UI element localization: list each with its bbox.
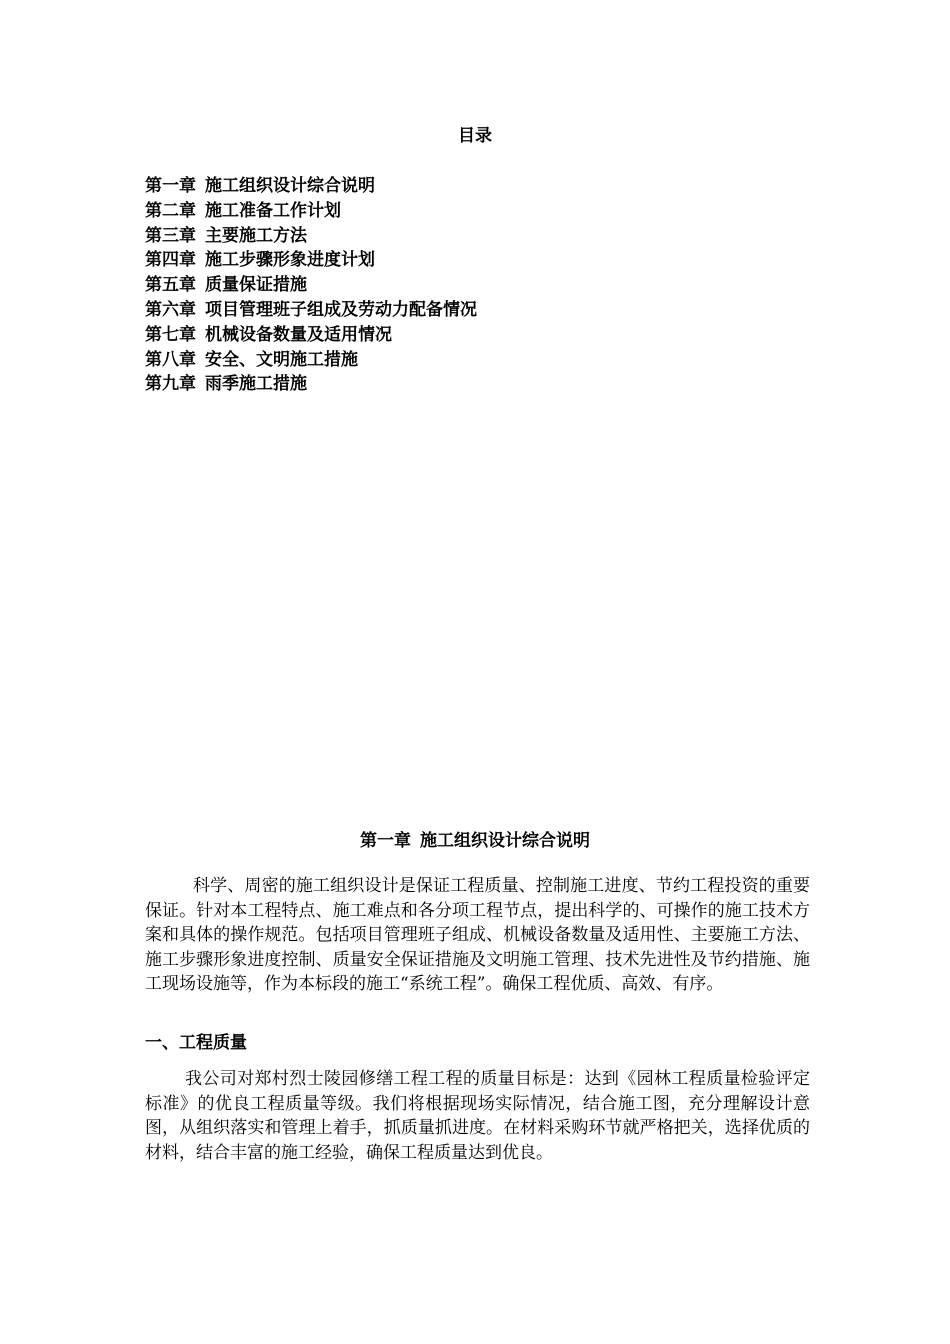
toc-item-chapter-7[interactable]: [145, 323, 477, 348]
toc-item-number: 第五章: [145, 275, 196, 296]
toc-item-number: 第三章: [145, 225, 196, 246]
chapter-name: 施工组织设计综合说明: [420, 831, 590, 851]
chapter-title: [0, 829, 950, 853]
toc-item-chapter-9[interactable]: [145, 372, 477, 397]
toc-item-label: 施工准备工作计划: [205, 200, 341, 221]
toc-list: [145, 174, 477, 397]
toc-item-number: 第九章: [145, 374, 196, 395]
toc-item-label: 施工组织设计综合说明: [205, 176, 375, 196]
toc-item-label: 机械设备数量及适用情况: [205, 324, 392, 345]
toc-item-chapter-3[interactable]: [145, 224, 477, 249]
quality-paragraph: 我公司对郑村烈士陵园修缮工程工程的质量目标是：达到《园林工程质量检验评定标准》的优良工程质量等级。我们将根据现场实际情况，结合施工图，充分理解设计意图，从组织落实和管理上着手，抓质量抓进度。在材料采购环节就严格把关，选择优质的材料，结合丰富的施工经验，确保工程质量达到优良。: [145, 1069, 810, 1163]
toc-item-number: 第七章: [145, 324, 196, 345]
toc-item-number: 第六章: [145, 299, 196, 320]
toc-item-label: 主要施工方法: [205, 225, 307, 246]
toc-item-number: 第四章: [145, 250, 196, 271]
toc-item-chapter-8[interactable]: [145, 348, 477, 373]
toc-item-chapter-1[interactable]: [145, 174, 477, 199]
toc-item-chapter-4[interactable]: [145, 248, 477, 273]
toc-item-label: 安全、文明施工措施: [205, 349, 358, 370]
toc-item-chapter-5[interactable]: [145, 273, 477, 298]
chapter-intro-paragraph: 科学、周密的施工组织设计是保证工程质量、控制施工进度、节约工程投资的重要保证。针对本工程特点、施工难点和各分项工程节点，提出科学的、可操作的施工技术方案和具体的操作规范。包括项目管理班子组成、机械设备数量及适用性、主要施工方法、施工步骤形象进度控制、质量安全保证措施及文明施工管理、技术先进性及节约措施、施工现场设施等，作为本标段的施工“系统工程”。确保工程优质、高效、有序。: [145, 876, 810, 994]
toc-title: 目录: [458, 126, 492, 146]
toc-item-number: 第二章: [145, 200, 196, 221]
toc-item-label: 雨季施工措施: [205, 374, 307, 395]
toc-item-label: 项目管理班子组成及劳动力配备情况: [205, 299, 477, 320]
toc-item-chapter-2[interactable]: [145, 199, 477, 224]
chapter-number: 第一章: [360, 831, 411, 851]
toc-item-label: 质量保证措施: [205, 275, 307, 296]
section-heading-quality: 一、工程质量: [145, 1033, 247, 1053]
toc-item-label: 施工步骤形象进度计划: [205, 250, 375, 271]
toc-item-chapter-6[interactable]: [145, 298, 477, 323]
toc-item-number: 第一章: [145, 176, 196, 196]
toc-item-number: 第八章: [145, 349, 196, 370]
